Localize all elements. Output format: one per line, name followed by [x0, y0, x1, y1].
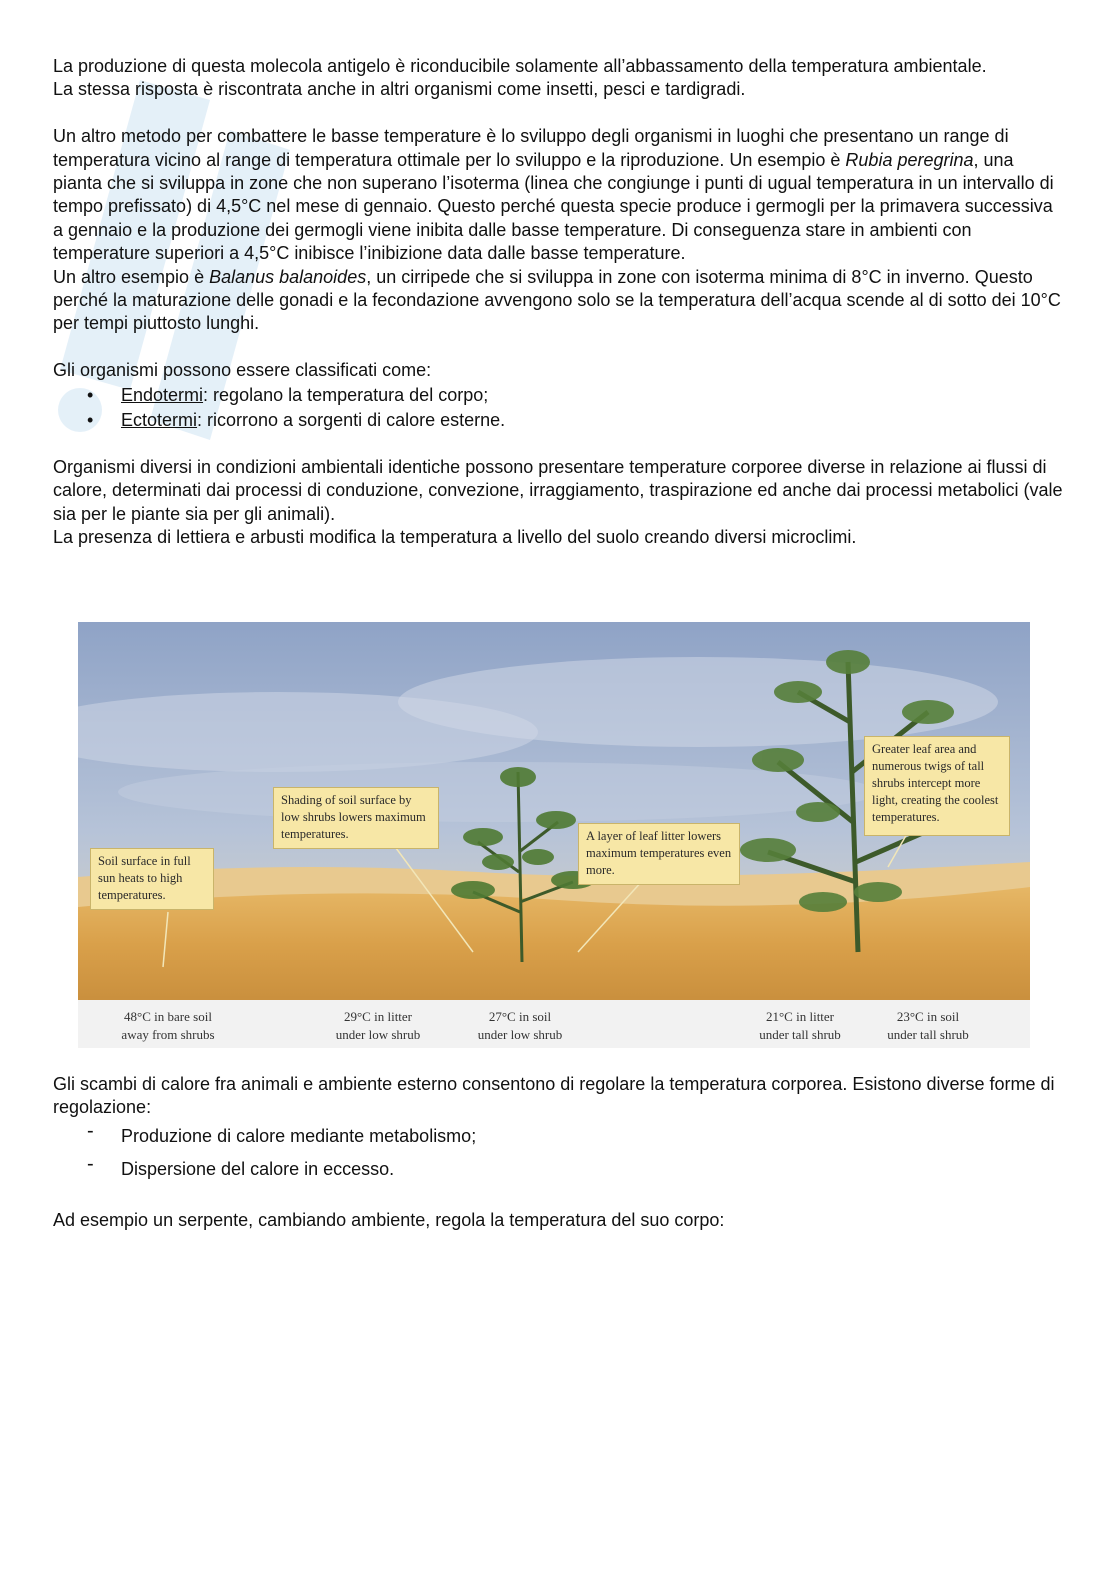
term-description: : regolano la temperatura del corpo; — [203, 384, 489, 405]
list-item-dispersion: - Dispersione del calore in eccesso. — [53, 1153, 1063, 1186]
term-ectotermi: Ectotermi — [121, 409, 198, 430]
caption-litter-tall-shrub — [730, 1008, 870, 1044]
callout-bare-soil: Soil surface in full sun heats to high temperatures. — [90, 848, 214, 910]
caption-line: 48°C in bare soil — [124, 1009, 212, 1024]
paragraph-classification: Gli organismi possono essere classificati come: — [53, 360, 432, 381]
caption-line: 23°C in soil — [896, 1009, 960, 1024]
caption-soil-low-shrub — [450, 1008, 590, 1044]
text-span: , un cirripede che si sviluppa in zone con isoterma minima di 8°C in inverno. Questo perché la maturazione delle gonadi e la fecondazione avvengono solo se la temperatura dell’acqua scende al di sotto dei 10°C per tempi piuttosto lunghi. — [53, 266, 1061, 334]
paragraph-heat-exchange: Gli scambi di calore fra animali e ambiente esterno consentono di regolare la temperatura corporea. Esistono diverse forme di regolazione: — [53, 1074, 1055, 1118]
list-item-endotermi — [53, 383, 1063, 408]
caption-line: under low shrub — [477, 1027, 563, 1042]
paragraph-heat-fluxes: Organismi diversi in condizioni ambientali identiche possono presentare temperature corporee diverse in relazione ai flussi di calore, determinati dai processi di conduzione, convezione, irraggiamento, traspirazione ed anche dai processi metabolici (vale sia per le piante sia per gli animali). — [53, 457, 1063, 524]
callout-tall-shrub: Greater leaf area and numerous twigs of tall shrubs intercept more light, creating the coolest temperatures. — [864, 736, 1010, 836]
caption-line: 21°C in litter — [765, 1009, 835, 1024]
regulation-list — [53, 1120, 1063, 1186]
term-description: : ricorrono a sorgenti di calore esterne. — [197, 409, 506, 430]
text-span: , una pianta che si sviluppa in zone che non superano l’isoterma (linea che congiunge i punti di ugual temperatura in un intervallo di tempo prefissato) di 4,5°C nel mese di gennaio. Questo perché questa specie produce i germogli per la primavera successiva a gennaio e la produzione dei germogli viene inibita dalle basse temperature. Di conseguenza stare in ambienti con temperature superiori a 4,5°C inibisce l’inibizione data dalle basse temperature. — [53, 149, 1054, 264]
paragraph-rubia — [53, 125, 1063, 265]
term-endotermi: Endotermi — [121, 384, 204, 405]
text-span: Un altro esempio è — [53, 266, 210, 287]
caption-litter-low-shrub — [308, 1008, 448, 1044]
list-item-metabolism: - Produzione di calore mediante metabolismo; — [53, 1120, 1063, 1153]
body-text-lower — [53, 1073, 1063, 1233]
paragraph-microclimates: La presenza di lettiera e arbusti modifica la temperatura a livello del suolo creando diversi microclimi. — [53, 527, 857, 548]
callout-leaf-litter: A layer of leaf litter lowers maximum temperatures even more. — [578, 823, 740, 885]
caption-line: away from shrubs — [121, 1027, 215, 1042]
callout-low-shrub-shade: Shading of soil surface by low shrubs lowers maximum temperatures. — [273, 787, 439, 849]
paragraph-antifreeze: La produzione di questa molecola antigelo è riconducibile solamente all’abbassamento della temperatura ambientale. — [53, 56, 987, 76]
paragraph-snake: Ad esempio un serpente, cambiando ambiente, regola la temperatura del suo corpo: — [53, 1210, 725, 1231]
list-item-ectotermi — [53, 408, 1063, 433]
species-name-rubia: Rubia peregrina — [845, 149, 974, 170]
paragraph-other-organisms: La stessa risposta è riscontrata anche in altri organismi come insetti, pesci e tardigradi. — [53, 79, 746, 100]
caption-line: under tall shrub — [759, 1027, 841, 1042]
paragraph-balanus — [53, 266, 1063, 336]
caption-line: under tall shrub — [887, 1027, 969, 1042]
microclimate-figure — [78, 622, 1030, 1048]
caption-line: 27°C in soil — [488, 1009, 552, 1024]
text-span: Un altro metodo per combattere le basse temperature è lo sviluppo degli organismi in luoghi che presentano un range di temperatura vicino al range di temperatura ottimale per lo sviluppo e la riproduzione. Un esempio è — [53, 126, 1009, 170]
caption-soil-tall-shrub — [858, 1008, 998, 1044]
caption-line: 29°C in litter — [343, 1009, 413, 1024]
body-text — [53, 55, 1063, 550]
caption-line: under low shrub — [335, 1027, 421, 1042]
species-name-balanus: Balanus balanoides — [209, 266, 367, 287]
classification-list — [53, 383, 1063, 433]
caption-bare-soil — [98, 1008, 238, 1044]
